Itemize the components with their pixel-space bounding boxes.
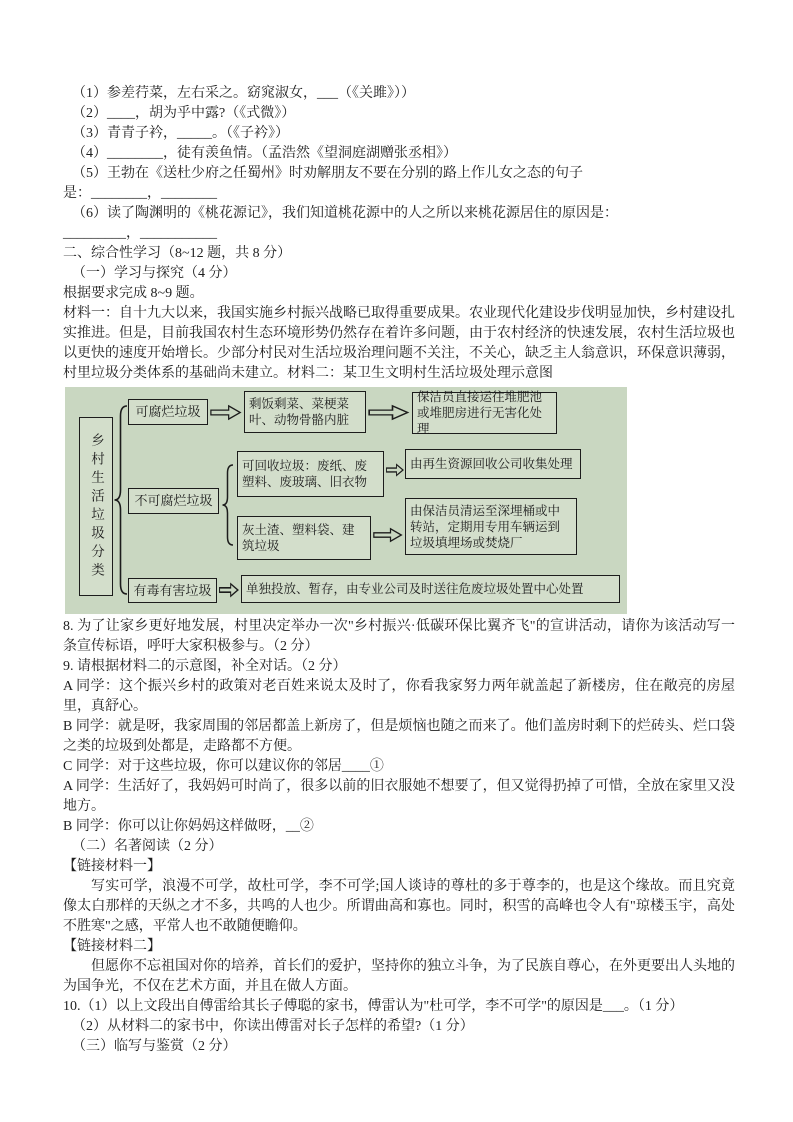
handling-box-other-nonperishable: 由保洁员清运至深埋桶或中转站，定期用专用车辆运到垃圾填埋场或焚烧厂 [405, 498, 577, 555]
fill-blank-item-5-answer-line: 是：________，________ [63, 186, 217, 201]
fill-blank-item-2: （2）____，胡为乎中露?（《式微》） [72, 106, 296, 121]
dialogue-student-b-1: B 同学：就是呀，我家周围的邻居都盖上新房了，但是烦恼也随之而来了。他们盖房时剩下的烂砖头、烂口袋之类的垃圾到处都是，走路都不方便。 [63, 719, 735, 754]
section-2-heading: 二、综合性学习（8~12 题，共 8 分） [63, 246, 292, 261]
part-2-heading: （二）名著阅读（2 分） [72, 839, 223, 854]
brace-icon [114, 404, 128, 596]
linked-material-1-label: 【链接材料一】 [63, 859, 161, 874]
items-box-perishable: 剩饭剩菜、菜梗菜叶、动物骨骼内脏 [244, 391, 366, 433]
flow-arrow-icon [386, 463, 404, 477]
items-box-recyclable: 可回收垃圾：废纸、废塑料、废玻璃、旧衣物 [237, 451, 384, 497]
category-box-perishable: 可腐烂垃圾 [128, 399, 208, 425]
fill-blank-item-3: （3）青青子衿，_____。（《子衿》） [72, 126, 289, 141]
diagram-root-label: 乡村生活垃圾分类 [79, 417, 113, 596]
question-9: 9. 请根据材料二的示意图，补全对话。（2 分） [63, 659, 347, 674]
fill-blank-item-6-answer-line: _________，___________ [63, 226, 217, 241]
handling-box-hazardous: 单独投放、暂存，由专业公司及时送往危废垃圾处置中心处置 [241, 575, 620, 603]
question-10-2: （2）从材料二的家书中，你读出傅雷对长子怎样的希望?（1 分） [72, 1019, 474, 1034]
dialogue-student-a-2: A 同学：生活好了，我妈妈可时尚了，很多以前的旧衣服她不想要了，但又觉得扔掉了可惜，全放在家里又没地方。 [63, 779, 735, 814]
flow-arrow-icon [210, 404, 242, 421]
question-8: 8. 为了让家乡更好地发展，村里决定举办一次"乡村振兴·低碳环保比翼齐飞"的宣讲活动，请你为该活动写一条宣传标语，呼吁大家积极参与。（2 分） [63, 619, 735, 654]
question-10-1: 10.（1）以上文段出自傅雷给其长子傅聪的家书，傅雷认为"杜可学，李不可学"的原因是___。（1 分） [63, 999, 684, 1014]
flow-arrow-icon [368, 404, 410, 421]
linked-material-2-label: 【链接材料二】 [63, 939, 161, 954]
items-box-other-nonperishable: 灰土渣、塑料袋、建筑垃圾 [237, 516, 371, 560]
category-box-nonperishable: 不可腐烂垃圾 [128, 488, 219, 514]
material-1-paragraph: 材料一：自十九大以来，我国实施乡村振兴战略已取得重要成果。农业现代化建设步伐明显加快，乡村建设扎实推进。但是，目前我国农村生态环境形势仍然存在着许多问题，由于农村经济的快速发展，农村生活垃圾也以更快的速度开始增长。少部分村民对生活垃圾治理问题不关注，不关心，缺乏主人翁意识，环保意识薄弱，村里垃圾分类体系的基础尚未建立。材料二：某卫生文明村生活垃圾处理示意图 [63, 306, 735, 381]
dialogue-student-a-1: A 同学：这个振兴乡村的政策对老百姓来说太及时了，你看我家努力两年就盖起了新楼房，住在敞亮的房屋里，真舒心。 [63, 679, 735, 714]
exam-body [63, 84, 735, 1057]
fill-blank-item-5: （5）王勃在《送杜少府之任蜀州》时劝解朋友不要在分别的路上作儿女之态的句子 [72, 166, 583, 181]
fill-blank-item-4: （4）________，徒有羡鱼情。（孟浩然《望洞庭湖赠张丞相》） [72, 146, 457, 161]
waste-sorting-diagram [65, 387, 627, 614]
part-1-heading: （一）学习与探究（4 分） [72, 266, 237, 281]
handling-box-recyclable: 由再生资源回收公司收集处理 [405, 449, 581, 479]
dialogue-student-b-2: B 同学：你可以让你妈妈这样做呀，__② [63, 819, 314, 834]
part-3-heading: （三）临写与鉴赏（2 分） [72, 1039, 237, 1054]
linked-material-1-text: 写实可学，浪漫不可学，故杜可学，李不可学;国人谈诗的尊杜的多于尊李的，也是这个缘故。而且究竟像太白那样的天纵之才不多，共鸣的人也少。所谓曲高和寡也。同时，积雪的高峰也令人有"琼楼玉宇，高处不胜寒"之感，平常人也不敢随便瞻仰。 [63, 879, 735, 934]
flow-arrow-icon [219, 582, 239, 598]
fill-blank-item-1: （1）参差荇菜，左右采之。窈窕淑女，___（《关雎》）） [72, 86, 415, 101]
brace-icon [222, 464, 234, 546]
instruction-line: 根据要求完成 8~9 题。 [63, 286, 204, 301]
linked-material-2-text: 但愿你不忘祖国对你的培养，首长们的爱护，坚持你的独立斗争，为了民族自尊心，在外更要出人头地的为国争光，不仅在艺术方面，并且在做人方面。 [63, 959, 735, 994]
flow-arrow-icon [373, 527, 403, 543]
category-box-hazardous: 有毒有害垃圾 [128, 578, 217, 603]
handling-box-perishable: 保洁员直接运往堆肥池或堆肥房进行无害化处理 [412, 392, 557, 434]
dialogue-student-c-1: C 同学：对于这些垃圾，你可以建议你的邻居____① [63, 759, 384, 774]
fill-blank-item-6: （6）读了陶渊明的《桃花源记》，我们知道桃花源中的人之所以来桃花源居住的原因是： [72, 206, 618, 221]
